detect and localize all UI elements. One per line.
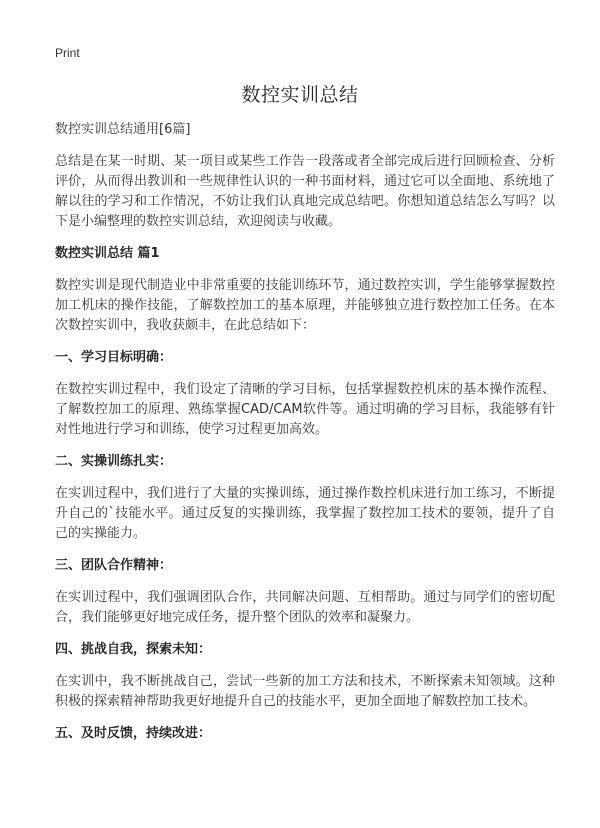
section-text-2: 在实训过程中，我们进行了大量的实操训练，通过操作数控机床进行加工练习，不断提升自己的`技能水平。通过反复的实操训练，我掌握了数控加工技术的要领，提升了自己的实操能力。 [55,486,555,541]
section-heading-1: 一、学习目标明确： [55,350,173,365]
print-link[interactable]: Print [55,46,80,60]
section-heading-3: 三、团队合作精神： [55,558,173,573]
document-subtitle: 数控实训总结通用[6篇] [55,122,191,137]
section-heading-2: 二、实操训练扎实： [55,454,173,469]
intro-paragraph: 总结是在某一时期、某一项目或某些工作告一段落或者全部完成后进行回顾检查、分析评价，从而得出教训和一些规律性认识的一种书面材料，通过它可以全面地、系统地了解以往的学习和工作情况，不妨让我们认真地完成总结吧。你想知道总结怎么写吗？以下是小编整理的数控实训总结，欢迎阅读与收藏。 [55,154,555,229]
section-heading-4: 四、挑战自我，探索未知： [55,642,212,657]
document-content [55,120,555,756]
section-text-3: 在实训过程中，我们强调团队合作，共同解决问题、互相帮助。通过与同学们的密切配合，我们能够更好地完成任务，提升整个团队的效率和凝聚力。 [55,590,555,625]
page-title: 数控实训总结 [241,84,359,106]
section-heading-5: 五、及时反馈，持续改进： [55,726,212,741]
article-intro-paragraph: 数控实训是现代制造业中非常重要的技能训练环节，通过数控实训，学生能够掌握数控加工机床的操作技能，了解数控加工的基本原理，并能够独立进行数控加工任务。在本次数控实训中，我收获颇丰，在此总结如下： [55,278,555,333]
section-text-4: 在实训中，我不断挑战自己，尝试一些新的加工方法和技术，不断探索未知领域。这种积极的探索精神帮助我更好地提升自己的技能水平，更加全面地了解数控加工技术。 [55,674,555,709]
article-heading: 数控实训总结 篇1 [55,246,160,261]
section-text-1: 在数控实训过程中，我们设定了清晰的学习目标，包括掌握数控机床的基本操作流程、了解数控加工的原理、熟练掌握CAD/CAM软件等。通过明确的学习目标，我能够有针对性地进行学习和训练，使学习过程更加高效。 [55,382,555,437]
